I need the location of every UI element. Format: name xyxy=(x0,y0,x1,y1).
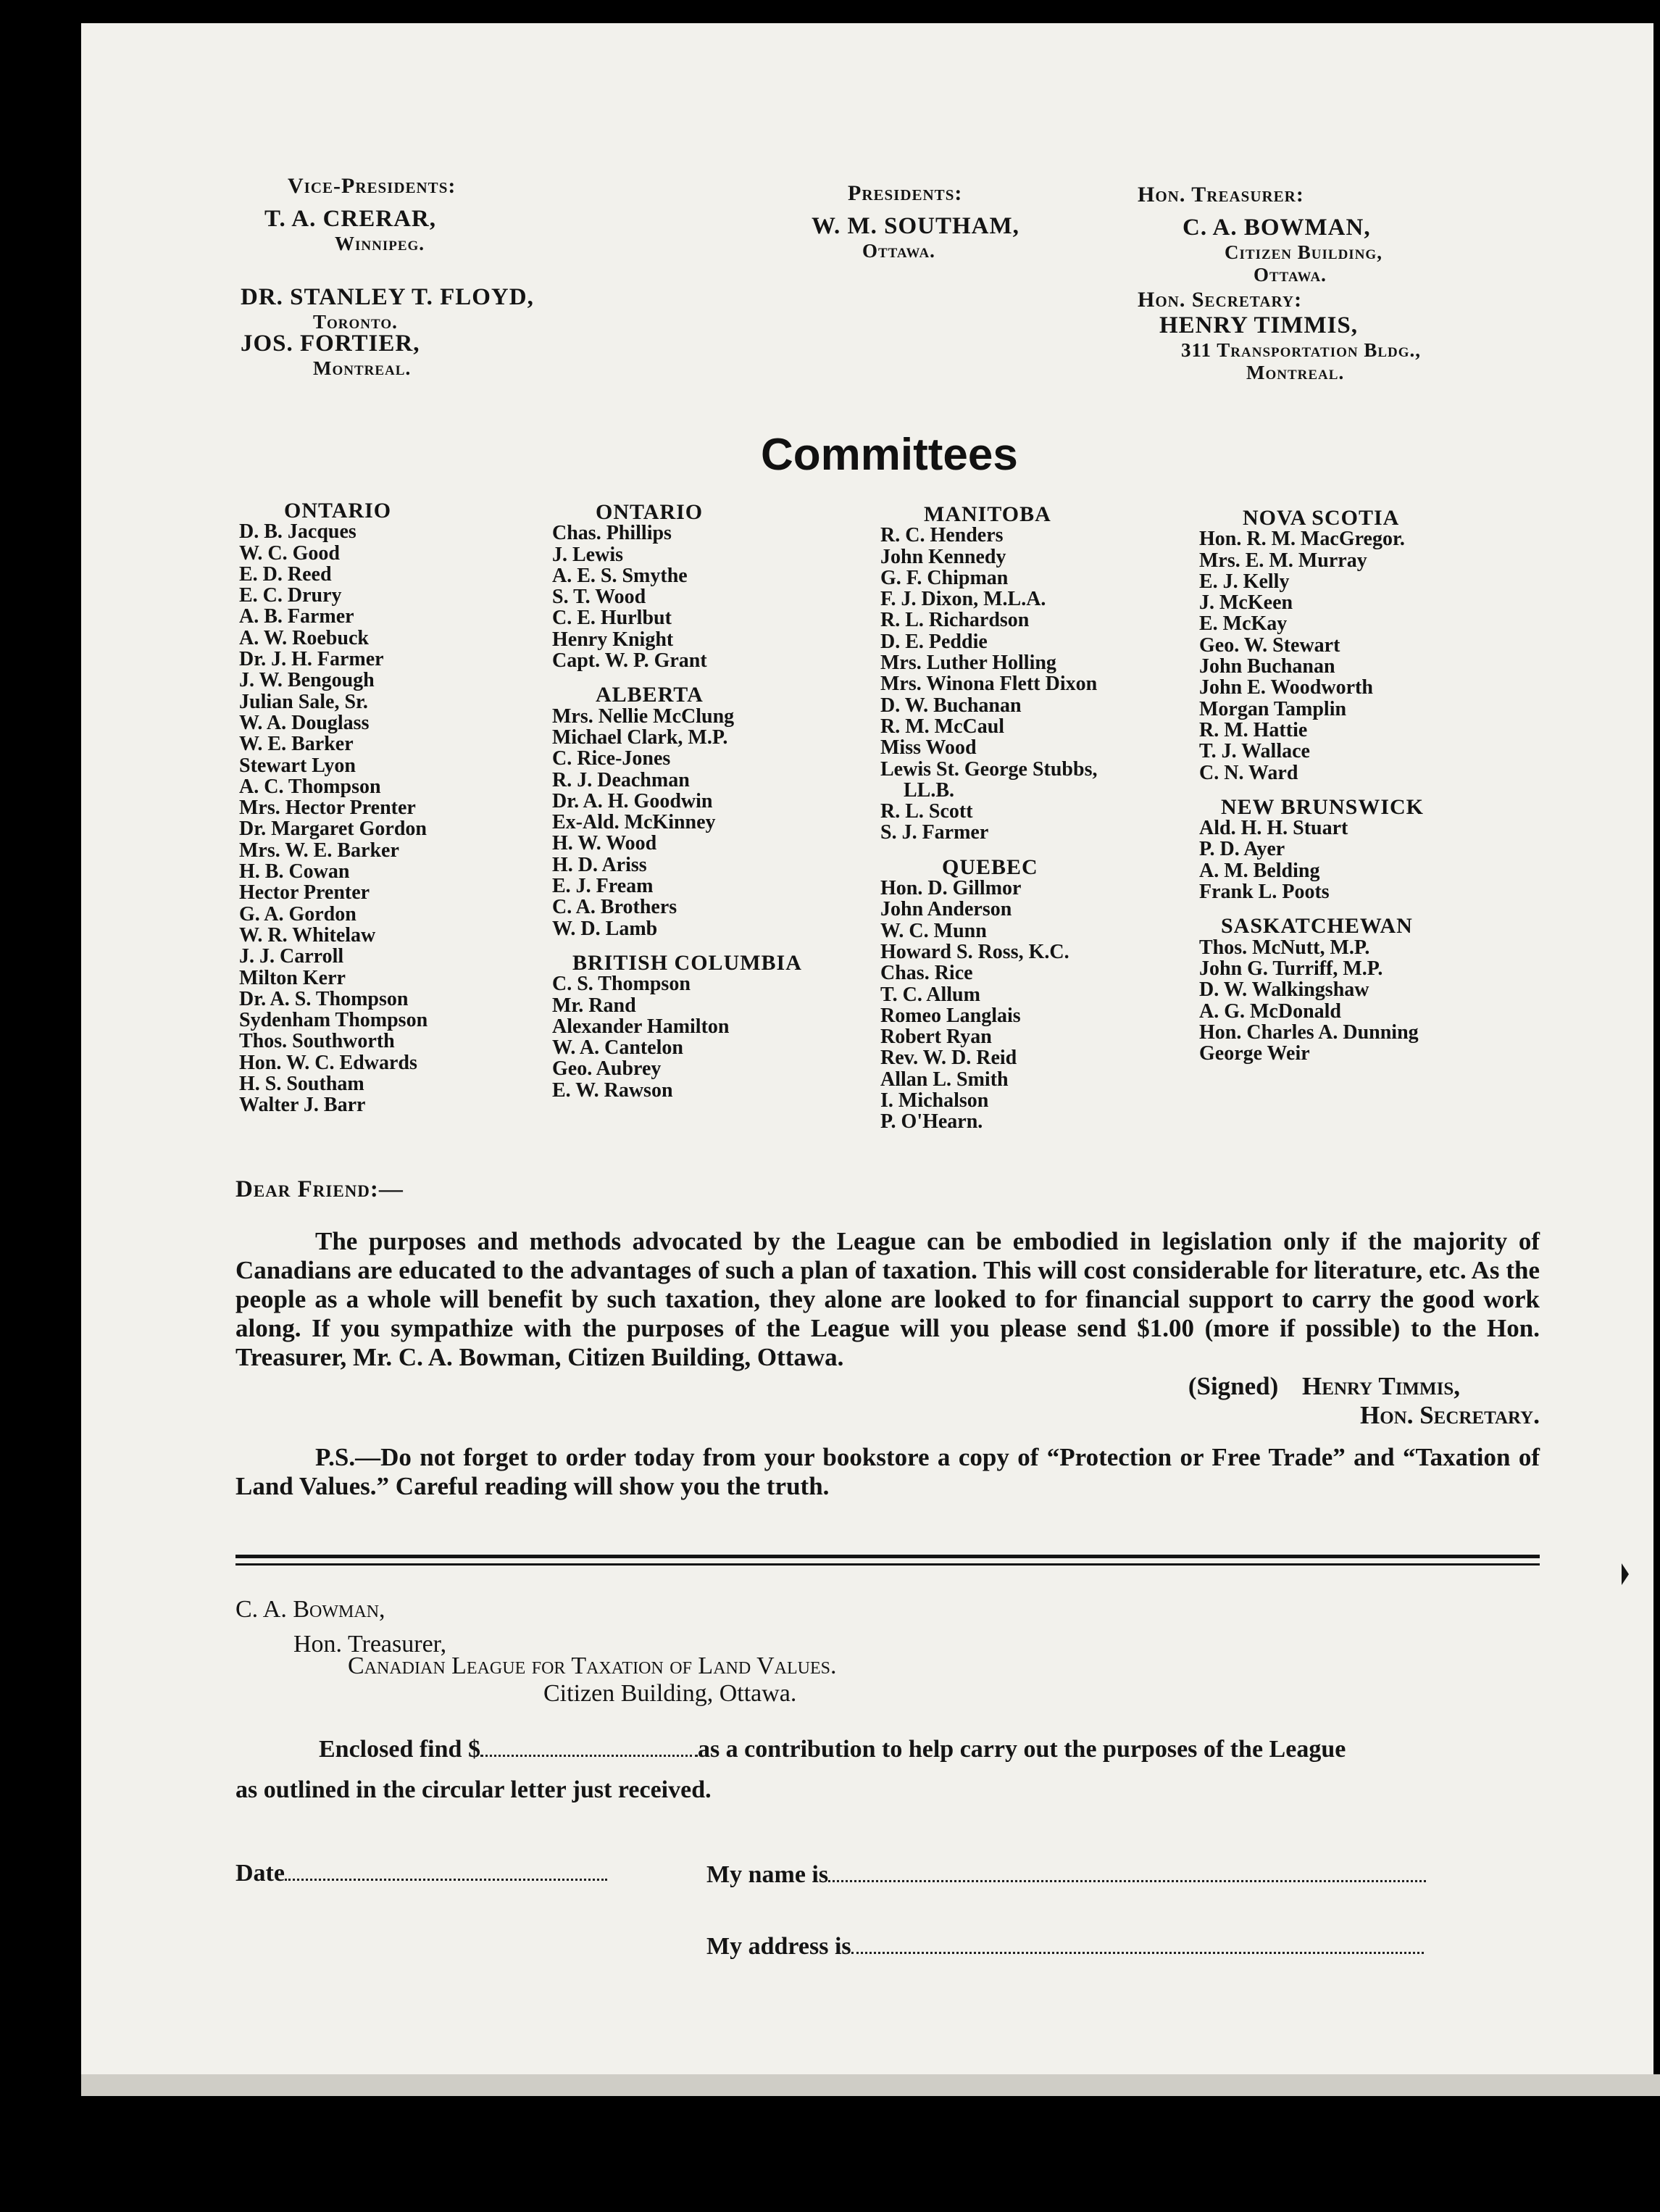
committee-member: R. M. McCaul xyxy=(880,715,1005,738)
treasurer-secretary-block xyxy=(1138,183,1421,384)
secretary-label: Hon. Secretary: xyxy=(1138,288,1303,312)
committee-member: G. F. Chipman xyxy=(880,566,1009,589)
committee-member: E. McKay xyxy=(1199,612,1288,636)
committee-member: Julian Sale, Sr. xyxy=(239,690,368,713)
committee-member: W. A. Cantelon xyxy=(552,1036,684,1060)
committee-member: Dr. A. S. Thompson xyxy=(239,987,409,1010)
signed-label: (Signed) xyxy=(1188,1372,1279,1400)
committee-province-heading: NEW BRUNSWICK xyxy=(1221,794,1424,819)
committee-member: Mr. Rand xyxy=(552,994,636,1017)
name-label: My name is xyxy=(706,1861,829,1888)
committee-member: Hon. D. Gillmor xyxy=(880,877,1022,900)
committee-member: Mrs. E. M. Murray xyxy=(1199,549,1367,572)
committee-member: A. B. Farmer xyxy=(239,605,354,628)
letter-body xyxy=(235,1227,1540,1501)
committee-member: G. A. Gordon xyxy=(239,902,356,926)
committee-member: A. C. Thompson xyxy=(239,775,381,798)
committee-member: Mrs. Hector Prenter xyxy=(239,797,416,820)
committee-member: Ex-Ald. McKinney xyxy=(552,811,716,834)
committee-member: Romeo Langlais xyxy=(880,1004,1021,1027)
committee-member: A. M. Belding xyxy=(1199,859,1320,882)
committee-member: W. C. Munn xyxy=(880,919,987,942)
date-line xyxy=(235,1860,607,1887)
committee-member: A. G. McDonald xyxy=(1199,999,1341,1023)
committee-member: E. D. Reed xyxy=(239,562,332,586)
committee-member: Henry Knight xyxy=(552,628,674,651)
committee-member: E. C. Drury xyxy=(239,584,342,607)
committee-member: J. W. Bengough xyxy=(239,669,375,692)
committee-member: A. E. S. Smythe xyxy=(552,564,688,587)
officer-address: 311 Transportation Bldg., xyxy=(1181,339,1422,361)
committee-column-3 xyxy=(880,504,1097,1133)
committee-member: W. D. Lamb xyxy=(552,917,658,940)
committee-member: Mrs. Winona Flett Dixon xyxy=(880,673,1098,696)
committee-province-heading: ALBERTA xyxy=(596,683,704,707)
committee-member: C. A. Brothers xyxy=(552,896,677,919)
committee-member: C. Rice-Jones xyxy=(552,747,671,770)
committee-member: H. D. Ariss xyxy=(552,853,647,876)
committee-member: F. J. Dixon, M.L.A. xyxy=(880,588,1046,611)
officer-name: T. A. CRERAR, xyxy=(264,206,436,232)
officer-city: Montreal. xyxy=(313,357,412,379)
president-label: Presidents: xyxy=(848,181,963,205)
committee-member: Milton Kerr xyxy=(239,966,346,989)
committee-member: Miss Wood xyxy=(880,736,977,760)
committee-member: Chas. Rice xyxy=(880,962,973,985)
officer-city: Montreal. xyxy=(1246,362,1345,383)
committee-member: D. W. Walkingshaw xyxy=(1199,978,1369,1002)
officer-city: Ottawa. xyxy=(862,240,935,262)
committee-member: John G. Turriff, M.P. xyxy=(1199,957,1383,980)
enclosed-line-2: as outlined in the circular letter just received. xyxy=(235,1776,712,1803)
committee-member: R. M. Hattie xyxy=(1199,718,1308,741)
address-label: My address is xyxy=(706,1933,851,1960)
treasurer-label: Hon. Treasurer: xyxy=(1138,183,1304,207)
enclosed-line xyxy=(319,1736,1346,1763)
committee-member: George Weir xyxy=(1199,1042,1310,1065)
committee-province-heading: QUEBEC xyxy=(942,855,1038,879)
committee-member: J. McKeen xyxy=(1199,591,1293,615)
amount-field[interactable] xyxy=(480,1755,698,1757)
committee-member: Alexander Hamilton xyxy=(552,1015,730,1038)
committee-member: H. W. Wood xyxy=(552,832,657,855)
date-field[interactable] xyxy=(285,1879,607,1881)
committee-member: R. C. Henders xyxy=(880,524,1004,547)
name-line xyxy=(706,1861,1426,1889)
committee-member: Dr. A. H. Goodwin xyxy=(552,789,713,812)
vice-presidents-block xyxy=(241,174,534,380)
committee-member: Dr. Margaret Gordon xyxy=(239,818,427,841)
committee-province-heading: ONTARIO xyxy=(596,500,704,524)
officer-name: JOS. FORTIER, xyxy=(241,330,420,357)
committee-member: LL.B. xyxy=(904,778,955,802)
committee-member: John E. Woodworth xyxy=(1199,676,1373,699)
date-label: Date xyxy=(235,1860,285,1887)
committee-member: Stewart Lyon xyxy=(239,754,356,777)
committee-member: W. R. Whitelaw xyxy=(239,923,376,947)
committee-member: Geo. W. Stewart xyxy=(1199,633,1340,657)
committee-province-heading: MANITOBA xyxy=(924,502,1051,526)
enclosed-suffix: as a contribution to help carry out the purposes of the League xyxy=(697,1736,1346,1763)
committees-title: Committees xyxy=(761,430,1018,480)
committee-member: C. E. Hurlbut xyxy=(552,607,672,630)
committee-member: W. A. Douglass xyxy=(239,711,370,734)
committee-member: Allan L. Smith xyxy=(880,1068,1009,1091)
page-bottom-edge xyxy=(81,2074,1660,2096)
committee-member: Chas. Phillips xyxy=(552,522,672,545)
officer-name: HENRY TIMMIS, xyxy=(1159,312,1359,338)
committee-member: Mrs. Nellie McClung xyxy=(552,704,735,728)
committee-member: Hon. Charles A. Dunning xyxy=(1199,1020,1419,1044)
committee-member: Morgan Tamplin xyxy=(1199,697,1347,720)
committee-column-2 xyxy=(552,502,802,1101)
committee-member: Sydenham Thompson xyxy=(239,1009,428,1032)
committee-member: I. Michalson xyxy=(880,1089,989,1113)
form-address: Citizen Building, Ottawa. xyxy=(543,1680,797,1707)
committee-member: Ald. H. H. Stuart xyxy=(1199,817,1348,840)
committee-member: T. J. Wallace xyxy=(1199,740,1310,763)
committee-member: S. T. Wood xyxy=(552,586,646,609)
committee-member: H. S. Southam xyxy=(239,1073,364,1096)
committee-member: P. D. Ayer xyxy=(1199,838,1285,861)
signer-title: Hon. Secretary. xyxy=(1359,1401,1540,1429)
committee-province-heading: SASKATCHEWAN xyxy=(1221,914,1413,939)
committee-member: J. J. Carroll xyxy=(239,945,344,968)
enclosed-prefix: Enclosed find $ xyxy=(319,1736,480,1763)
committee-member: E. J. Kelly xyxy=(1199,570,1290,593)
committee-member: Walter J. Barr xyxy=(239,1094,366,1117)
committee-member: A. W. Roebuck xyxy=(239,626,369,649)
committee-member: Mrs. Luther Holling xyxy=(880,652,1056,675)
committee-member: E. W. Rawson xyxy=(552,1078,673,1102)
signature-line xyxy=(235,1372,1540,1401)
committee-column-4 xyxy=(1199,507,1424,1064)
committee-member: R. L. Richardson xyxy=(880,609,1030,632)
committee-member: T. C. Allum xyxy=(880,983,980,1006)
committee-member: Lewis St. George Stubbs, xyxy=(880,757,1098,781)
officer-name: C. A. BOWMAN, xyxy=(1183,215,1371,241)
committee-member: Thos. McNutt, M.P. xyxy=(1199,936,1370,959)
committee-member: P. O'Hearn. xyxy=(880,1110,983,1134)
committee-member: Dr. J. H. Farmer xyxy=(239,648,384,671)
committee-province-heading: ONTARIO xyxy=(284,499,392,523)
officer-city: Ottawa. xyxy=(1254,264,1327,286)
committee-member: Robert Ryan xyxy=(880,1026,992,1049)
committee-member: Rev. W. D. Reid xyxy=(880,1047,1017,1070)
officer-name: W. M. SOUTHAM, xyxy=(812,213,1019,239)
letter-postscript: P.S.—Do not forget to order today from your bookstore a copy of “Protection or Free Trade” and “Taxation of Land Values.” Careful reading will show you the truth. xyxy=(235,1443,1540,1500)
committee-province-heading: NOVA SCOTIA xyxy=(1243,506,1400,530)
separator-rule-top xyxy=(235,1555,1540,1558)
committee-member: J. Lewis xyxy=(552,543,623,566)
committee-member: John Kennedy xyxy=(880,545,1006,568)
committee-member: Mrs. W. E. Barker xyxy=(239,839,399,862)
committee-member: John Anderson xyxy=(880,898,1012,921)
committee-member: S. J. Farmer xyxy=(880,821,989,844)
signer-name: Henry Timmis, xyxy=(1302,1372,1460,1400)
committee-member: Frank L. Poots xyxy=(1199,881,1330,904)
president-block xyxy=(812,181,1019,262)
name-field[interactable] xyxy=(828,1880,1426,1882)
committee-member: D. E. Peddie xyxy=(880,630,988,653)
committee-member: Capt. W. P. Grant xyxy=(552,649,707,673)
committee-member: D. B. Jacques xyxy=(239,520,356,544)
committee-member: R. L. Scott xyxy=(880,800,973,823)
form-recipient-title: Hon. Treasurer, xyxy=(293,1631,447,1658)
committee-province-heading: BRITISH COLUMBIA xyxy=(572,950,802,975)
committee-member: C. S. Thompson xyxy=(552,973,691,996)
committee-member: Hon. R. M. MacGregor. xyxy=(1199,528,1405,551)
committee-member: C. N. Ward xyxy=(1199,761,1298,784)
committee-member: John Buchanan xyxy=(1199,655,1335,678)
vice-presidents-label: Vice-Presidents: xyxy=(288,174,456,198)
form-recipient-name: C. A. Bowman, xyxy=(235,1596,385,1623)
officer-city: Winnipeg. xyxy=(335,233,425,254)
committee-member: H. B. Cowan xyxy=(239,860,350,883)
committee-member: Hector Prenter xyxy=(239,881,370,905)
officer-name: DR. STANLEY T. FLOYD, xyxy=(241,284,534,310)
committee-member: R. J. Deachman xyxy=(552,768,690,791)
committee-column-1 xyxy=(239,500,427,1116)
committee-member: Thos. Southworth xyxy=(239,1030,395,1053)
committee-member: W. C. Good xyxy=(239,541,341,565)
committee-member: W. E. Barker xyxy=(239,733,354,756)
committee-member: E. J. Fream xyxy=(552,875,654,898)
form-organization: Canadian League for Taxation of Land Values. xyxy=(348,1652,837,1679)
officer-city: Toronto. xyxy=(313,311,398,333)
committee-member: D. W. Buchanan xyxy=(880,694,1022,717)
address-line xyxy=(706,1933,1424,1961)
letter-paragraph: The purposes and methods advocated by the League can be embodied in legislation only if the majority of Canadians are educated to the advantages of such a plan of taxation. This will cost considerable for literature, etc. As the people as a whole will benefit by such taxation, they alone are looked to for financial support to carry the good work along. If you sympathize with the purposes of the League will you please send $1.00 (more if possible) to the Hon. Treasurer, Mr. C. A. Bowman, Citizen Building, Ottawa. xyxy=(235,1227,1540,1371)
committee-member: Geo. Aubrey xyxy=(552,1057,662,1081)
committee-member: Hon. W. C. Edwards xyxy=(239,1051,417,1074)
address-field[interactable] xyxy=(851,1952,1424,1954)
committee-member: Michael Clark, M.P. xyxy=(552,725,728,749)
separator-rule-bottom xyxy=(235,1563,1540,1566)
committee-member: Howard S. Ross, K.C. xyxy=(880,940,1069,963)
letter-salutation: Dear Friend:— xyxy=(235,1176,404,1202)
officer-address: Citizen Building, xyxy=(1225,241,1382,263)
